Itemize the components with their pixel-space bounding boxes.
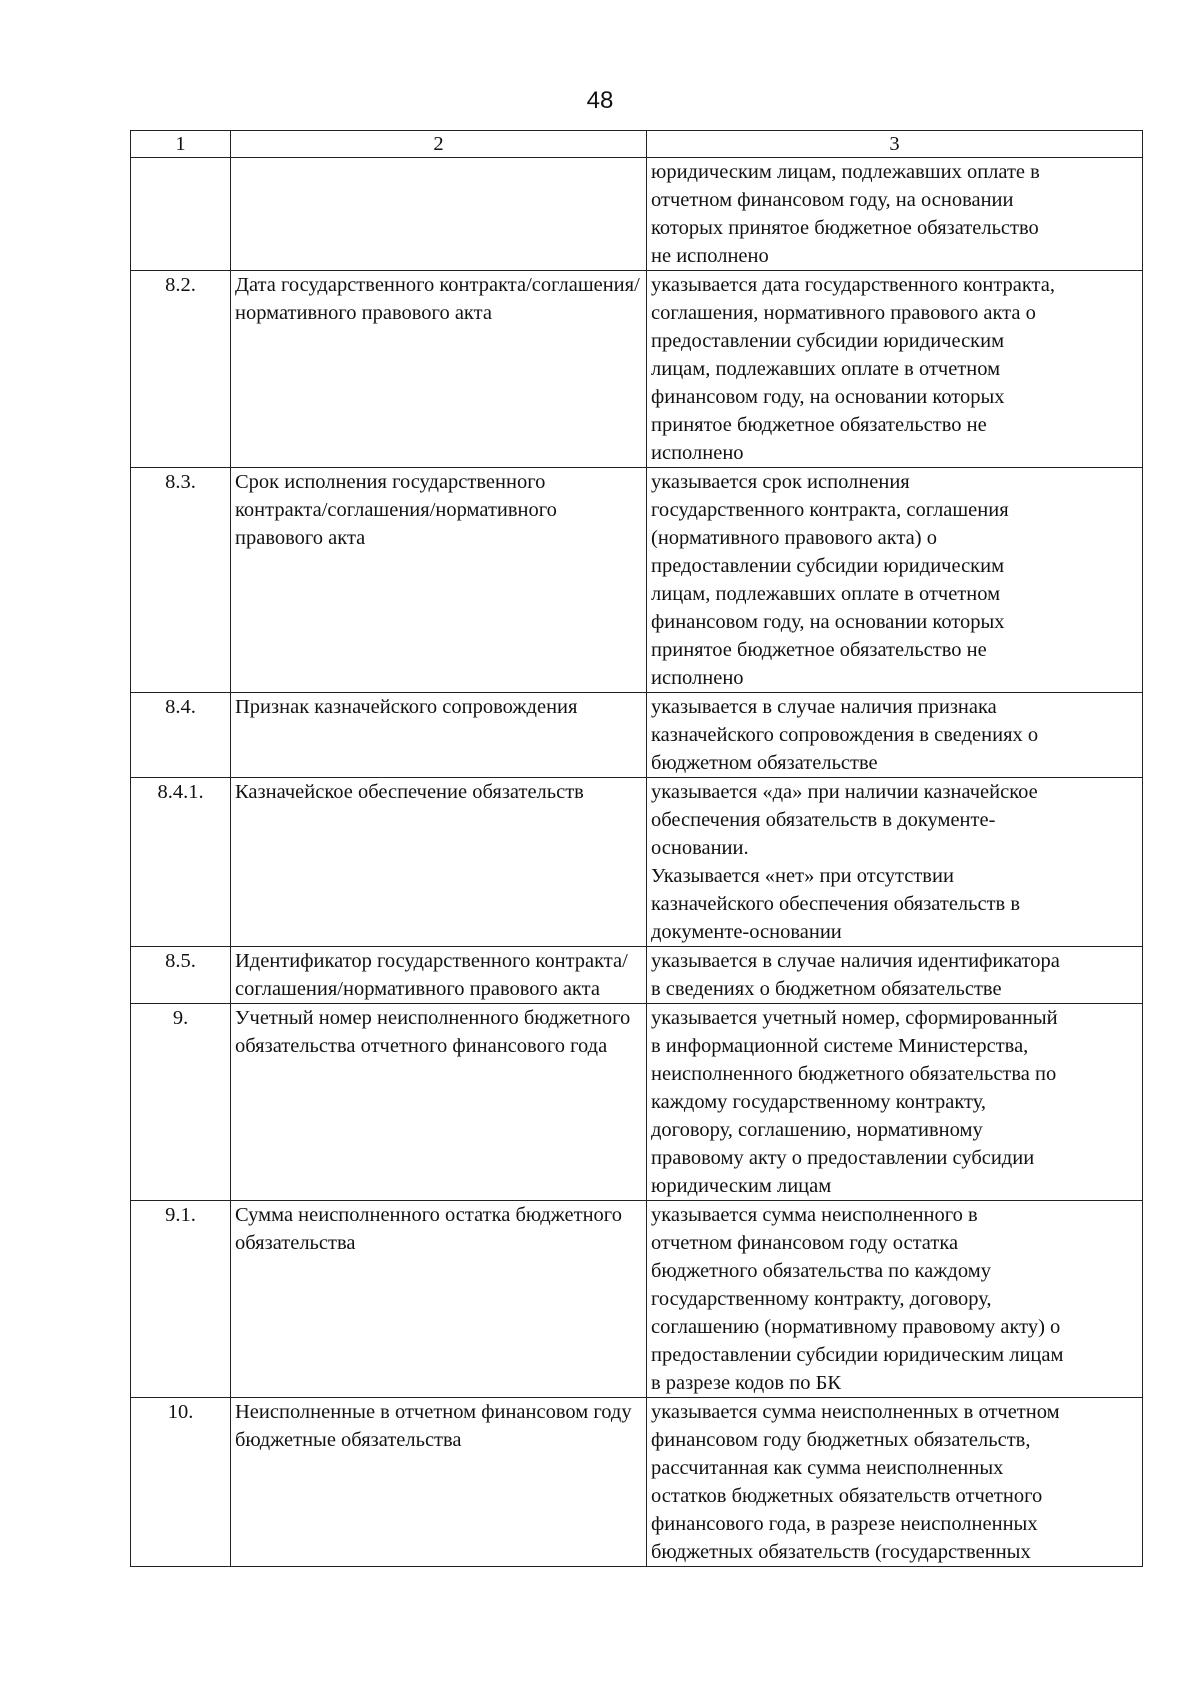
row-description: юридическим лицам, подлежавших оплате в отчетном финансовом году, на основании которых принятое бюджетное обязательство не исполнено xyxy=(647,158,1143,271)
table-row xyxy=(131,1398,1143,1567)
row-field-name xyxy=(231,158,647,271)
row-description: указывается «да» при наличии казначейское обеспечения обязательств в документе- основании. Указывается «нет» при отсутствии казначейского обеспечения обязательств в документе-основании xyxy=(647,778,1143,947)
header-col-1: 1 xyxy=(131,131,231,158)
row-field-name: Казначейское обеспечение обязательств xyxy=(231,778,647,947)
header-col-3: 3 xyxy=(647,131,1143,158)
row-field-name: Идентификатор государственного контракта/соглашения/нормативного правового акта xyxy=(231,947,647,1004)
row-number: 8.4.1. xyxy=(131,778,231,947)
table-row xyxy=(131,271,1143,468)
document-table xyxy=(130,130,1143,1567)
table-row xyxy=(131,947,1143,1004)
table-row xyxy=(131,1201,1143,1398)
row-field-name: Сумма неисполненного остатка бюджетного обязательства xyxy=(231,1201,647,1398)
table-row xyxy=(131,778,1143,947)
row-number: 9. xyxy=(131,1004,231,1201)
row-number: 8.2. xyxy=(131,271,231,468)
row-field-name: Срок исполнения государственного контракта/соглашения/нормативного правового акта xyxy=(231,468,647,693)
row-number: 8.5. xyxy=(131,947,231,1004)
row-number: 8.4. xyxy=(131,693,231,778)
table-row xyxy=(131,468,1143,693)
header-col-2: 2 xyxy=(231,131,647,158)
row-description: указывается дата государственного контракта, соглашения, нормативного правового акта о предоставлении субсидии юридическим лицам, подлежавших оплате в отчетном финансовом году, на основании которых принятое бюджетное обязательство не исполнено xyxy=(647,271,1143,468)
row-field-name: Учетный номер неисполненного бюджетного обязательства отчетного финансового года xyxy=(231,1004,647,1201)
row-description: указывается в случае наличия признака казначейского сопровождения в сведениях о бюджетном обязательстве xyxy=(647,693,1143,778)
row-number: 8.3. xyxy=(131,468,231,693)
row-field-name: Неисполненные в отчетном финансовом году бюджетные обязательства xyxy=(231,1398,647,1567)
table-header-row xyxy=(131,131,1143,158)
row-field-name: Признак казначейского сопровождения xyxy=(231,693,647,778)
table-row xyxy=(131,158,1143,271)
table-row xyxy=(131,693,1143,778)
row-description: указывается в случае наличия идентификатора в сведениях о бюджетном обязательстве xyxy=(647,947,1143,1004)
row-description: указывается срок исполнения государственного контракта, соглашения (нормативного правового акта) о предоставлении субсидии юридическим лицам, подлежавших оплате в отчетном финансовом году, на основании которых принятое бюджетное обязательство не исполнено xyxy=(647,468,1143,693)
row-description: указывается учетный номер, сформированный в информационной системе Министерства, неисполненного бюджетного обязательства по каждому государственному контракту, договору, соглашению, нормативному правовому акту о предоставлении субсидии юридическим лицам xyxy=(647,1004,1143,1201)
table-row xyxy=(131,1004,1143,1201)
page-number: 48 xyxy=(586,87,614,114)
row-number: 10. xyxy=(131,1398,231,1567)
row-number: 9.1. xyxy=(131,1201,231,1398)
row-number xyxy=(131,158,231,271)
row-description: указывается сумма неисполненных в отчетном финансовом году бюджетных обязательств, рассчитанная как сумма неисполненных остатков бюджетных обязательств отчетного финансового года, в разрезе неисполненных бюджетных обязательств (государственных xyxy=(647,1398,1143,1567)
row-description: указывается сумма неисполненного в отчетном финансовом году остатка бюджетного обязательства по каждому государственному контракту, договору, соглашению (нормативному правовому акту) о предоставлении субсидии юридическим лицам в разрезе кодов по БК xyxy=(647,1201,1143,1398)
row-field-name: Дата государственного контракта/соглашения/нормативного правового акта xyxy=(231,271,647,468)
